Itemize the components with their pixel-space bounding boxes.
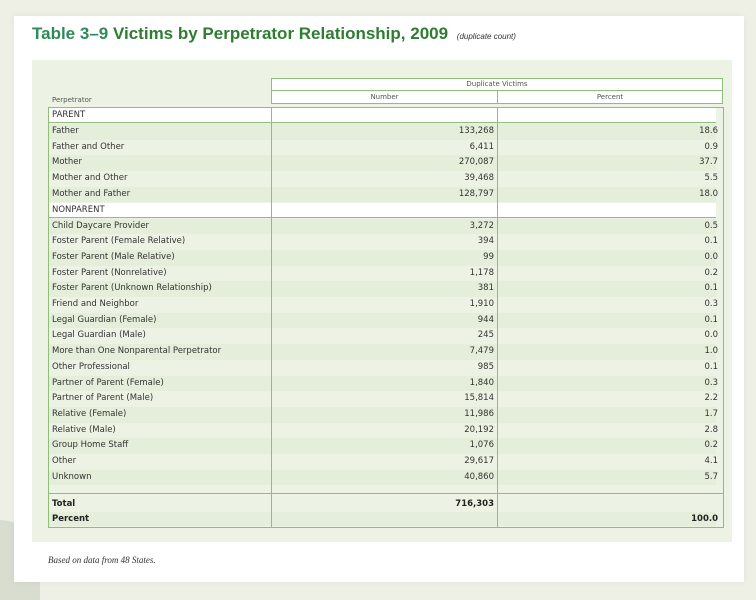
percent-cell: 5.5 bbox=[704, 173, 718, 184]
percent-cell: 2.8 bbox=[704, 424, 718, 435]
table-row bbox=[48, 171, 716, 187]
header-number: Number bbox=[271, 90, 498, 104]
header-duplicate-victims: Duplicate Victims bbox=[271, 78, 723, 91]
table-panel bbox=[32, 60, 732, 542]
perpetrator-cell: Unknown bbox=[52, 471, 92, 482]
percent-cell: 0.1 bbox=[704, 361, 718, 372]
table-row bbox=[48, 155, 716, 171]
table-subtitle: (duplicate count) bbox=[456, 32, 516, 41]
table-row bbox=[48, 250, 716, 266]
table-row bbox=[48, 266, 716, 282]
table-row bbox=[48, 234, 716, 250]
percent-cell: 0.1 bbox=[704, 236, 718, 247]
perpetrator-cell: Foster Parent (Nonrelative) bbox=[52, 267, 167, 278]
perpetrator-cell: Partner of Parent (Female) bbox=[52, 377, 164, 388]
perpetrator-cell: Other bbox=[52, 456, 77, 466]
percent-cell: 0.1 bbox=[704, 283, 718, 294]
table-row bbox=[48, 281, 716, 297]
perpetrator-cell: Child Daycare Provider bbox=[52, 220, 150, 231]
number-cell: 40,860 bbox=[464, 471, 494, 482]
perpetrator-cell: Legal Guardian (Female) bbox=[52, 314, 157, 325]
table-row bbox=[48, 187, 716, 203]
percent-cell: 0.3 bbox=[704, 377, 718, 388]
perpetrator-cell: Group Home Staff bbox=[52, 440, 129, 451]
number-cell: 7,479 bbox=[469, 346, 494, 357]
number-cell: 1,178 bbox=[469, 267, 494, 278]
percent-cell: 0.9 bbox=[704, 141, 718, 152]
number-cell: 6,411 bbox=[469, 141, 494, 152]
table-row bbox=[48, 423, 716, 439]
percent-cell: 0.5 bbox=[704, 220, 718, 231]
table-row bbox=[48, 407, 716, 423]
number-cell: 985 bbox=[477, 361, 494, 372]
perpetrator-cell: More than One Nonparental Perpetrator bbox=[52, 346, 222, 357]
number-cell: 394 bbox=[477, 236, 494, 247]
rule-after-perpetrator bbox=[271, 108, 272, 527]
perpetrator-cell: Friend and Neighbor bbox=[52, 299, 139, 309]
perpetrator-cell: Mother bbox=[52, 157, 82, 168]
percent-cell: 2.2 bbox=[704, 393, 718, 404]
table-title bbox=[32, 24, 516, 44]
footnote: Based on data from 48 States. bbox=[48, 555, 156, 565]
total-row-percent bbox=[48, 512, 716, 526]
number-cell: 1,076 bbox=[469, 440, 494, 451]
perpetrator-cell: Father and Other bbox=[52, 141, 125, 152]
table-row bbox=[48, 438, 716, 454]
header-percent: Percent bbox=[497, 90, 723, 104]
totals-rule bbox=[48, 493, 724, 494]
percent-cell: 18.6 bbox=[699, 126, 718, 136]
perpetrator-cell: Mother and Other bbox=[52, 173, 128, 184]
table-row bbox=[48, 391, 716, 407]
table-row bbox=[48, 360, 716, 376]
table-row bbox=[48, 297, 716, 313]
number-cell: 39,468 bbox=[464, 173, 494, 184]
percent-cell: 0.0 bbox=[704, 330, 718, 341]
percent-cell: 0.2 bbox=[704, 440, 718, 451]
number-cell: 133,268 bbox=[458, 126, 494, 136]
total-label: Total bbox=[52, 499, 76, 510]
perpetrator-cell: Relative (Female) bbox=[52, 408, 127, 419]
perpetrator-cell: Partner of Parent (Male) bbox=[52, 393, 154, 404]
number-cell: 944 bbox=[477, 314, 494, 325]
rule-left bbox=[48, 108, 49, 527]
percent-cell: 0.2 bbox=[704, 267, 718, 278]
number-cell: 11,986 bbox=[464, 408, 494, 419]
perpetrator-cell: Relative (Male) bbox=[52, 424, 116, 435]
table-row bbox=[48, 219, 716, 235]
number-cell: 29,617 bbox=[464, 456, 494, 466]
rule-right bbox=[723, 108, 724, 527]
table-number: Table 3–9 bbox=[32, 24, 109, 43]
perpetrator-cell: Foster Parent (Unknown Relationship) bbox=[52, 283, 212, 294]
group-header-parent: PARENT bbox=[48, 108, 716, 123]
table-row bbox=[48, 344, 716, 360]
percent-cell: 18.0 bbox=[699, 188, 718, 199]
header-perpetrator: Perpetrator bbox=[52, 96, 92, 104]
table-row bbox=[48, 124, 716, 140]
number-cell: 245 bbox=[477, 330, 494, 341]
percent-cell: 4.1 bbox=[704, 456, 718, 466]
number-cell: 381 bbox=[477, 283, 494, 294]
percent-cell: 1.7 bbox=[704, 408, 718, 419]
total-number: 716,303 bbox=[455, 499, 494, 510]
total-label: Percent bbox=[52, 514, 90, 525]
percent-cell: 0.3 bbox=[704, 299, 718, 309]
perpetrator-cell: Other Professional bbox=[52, 361, 130, 372]
perpetrator-cell: Mother and Father bbox=[52, 188, 131, 199]
table-row bbox=[48, 328, 716, 344]
percent-cell: 5.7 bbox=[704, 471, 718, 482]
perpetrator-cell: Father bbox=[52, 126, 79, 136]
rule-after-number bbox=[497, 108, 498, 527]
number-cell: 15,814 bbox=[464, 393, 494, 404]
percent-cell: 0.1 bbox=[704, 314, 718, 325]
number-cell: 1,910 bbox=[469, 299, 494, 309]
table-row bbox=[48, 470, 716, 486]
group-header-nonparent: NONPARENT bbox=[48, 203, 716, 218]
table-bottom-rule bbox=[48, 527, 724, 528]
number-cell: 20,192 bbox=[464, 424, 494, 435]
total-row-total bbox=[48, 497, 716, 511]
percent-cell: 37.7 bbox=[699, 157, 718, 168]
number-cell: 99 bbox=[483, 251, 494, 262]
perpetrator-cell: Foster Parent (Female Relative) bbox=[52, 236, 186, 247]
total-percent: 100.0 bbox=[691, 514, 718, 525]
percent-cell: 1.0 bbox=[704, 346, 718, 357]
number-cell: 3,272 bbox=[469, 220, 494, 231]
number-cell: 270,087 bbox=[458, 157, 494, 168]
table-top-rule bbox=[48, 107, 724, 108]
perpetrator-cell: Foster Parent (Male Relative) bbox=[52, 251, 175, 262]
table-row bbox=[48, 454, 716, 470]
percent-cell: 0.0 bbox=[704, 251, 718, 262]
perpetrator-cell: Legal Guardian (Male) bbox=[52, 330, 146, 341]
table-row bbox=[48, 140, 716, 156]
table-row bbox=[48, 313, 716, 329]
number-cell: 1,840 bbox=[469, 377, 494, 388]
number-cell: 128,797 bbox=[458, 188, 494, 199]
table-row bbox=[48, 376, 716, 392]
table-title-text: Victims by Perpetrator Relationship, 2009 bbox=[112, 24, 449, 43]
